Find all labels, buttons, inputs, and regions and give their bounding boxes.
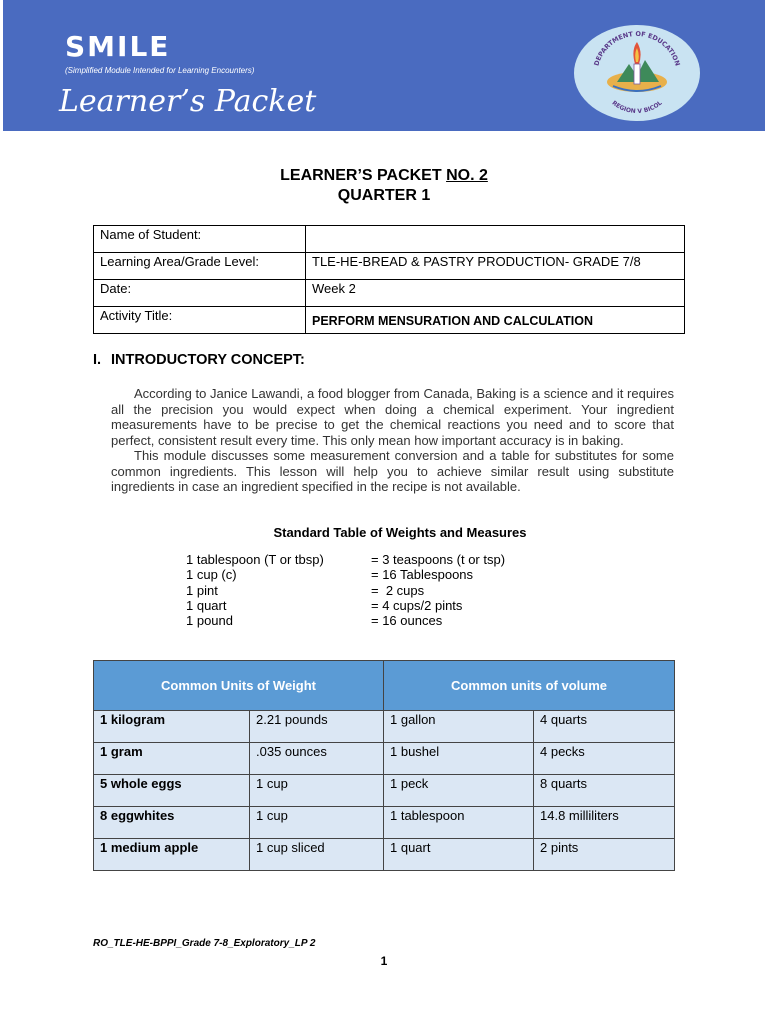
measure-equivalent: = 3 teaspoons (t or tsp) — [371, 552, 506, 567]
section-heading — [93, 352, 305, 368]
table-cell: 1 cup — [250, 807, 384, 839]
weight-column-header: Common Units of Weight — [94, 661, 384, 711]
list-item — [186, 583, 505, 598]
table-cell: 14.8 milliliters — [534, 807, 675, 839]
table-cell: 1 quart — [384, 839, 534, 871]
list-item — [186, 598, 505, 613]
table-row — [94, 743, 675, 775]
table-cell: 8 eggwhites — [94, 807, 250, 839]
paragraph: According to Janice Lawandi, a food blogger from Canada, Baking is a science and it requires all the precision you would expect when doing a chemical experiment. Your ingredient measurements have to be precise to get the chemical reactions you need and to score that perfect, consistent result every time. This only mean how important accuracy is in baking. — [111, 386, 674, 448]
measure-equivalent: = 16 ounces — [371, 613, 443, 629]
packet-title: Learner’s Packet — [59, 84, 317, 119]
table-cell: 1 gram — [94, 743, 250, 775]
table-cell: 8 quarts — [534, 775, 675, 807]
list-item — [186, 552, 505, 567]
info-row-date — [94, 280, 685, 307]
table-cell: 1 kilogram — [94, 711, 250, 743]
info-value: Week 2 — [306, 280, 685, 307]
table-header-row — [94, 661, 675, 711]
info-row-activity-title — [94, 307, 685, 334]
table-row — [94, 711, 675, 743]
intro-paragraphs — [111, 386, 674, 495]
table-cell: 1 peck — [384, 775, 534, 807]
measure-equivalent: = 16 Tablespoons — [371, 567, 474, 583]
header-banner — [3, 0, 765, 131]
table-cell: 1 bushel — [384, 743, 534, 775]
info-label: Activity Title: — [94, 307, 306, 334]
standard-measures-list — [186, 552, 505, 628]
brand-name: SMILE — [65, 30, 171, 63]
info-label: Learning Area/Grade Level: — [94, 253, 306, 280]
table-row — [94, 775, 675, 807]
seal-bottom-text: REGION V BICOL — [610, 99, 664, 116]
paragraph: This module discusses some measurement conversion and a table for substitutes for some common ingredients. This lesson will help you to achieve similar result using substitute ingredients in case an ingredient specified in the recipe is not available. — [111, 448, 674, 494]
common-units-table — [93, 660, 675, 871]
measure-equivalent: = 2 cups — [371, 582, 425, 598]
table-cell: 5 whole eggs — [94, 775, 250, 807]
table-cell: 4 quarts — [534, 711, 675, 743]
student-info-table — [93, 225, 685, 334]
info-label: Date: — [94, 280, 306, 307]
list-item — [186, 613, 505, 628]
seal-top-text: DEPARTMENT OF EDUCATION — [592, 29, 682, 67]
table-cell: 2 pints — [534, 839, 675, 871]
info-value: TLE-HE-BREAD & PASTRY PRODUCTION- GRADE 7/8 — [306, 253, 685, 280]
measure-unit: 1 cup (c) — [186, 567, 237, 583]
section-title: INTRODUCTORY CONCEPT: — [111, 352, 305, 368]
page-number: 1 — [380, 954, 388, 968]
table-cell: 1 medium apple — [94, 839, 250, 871]
footer-code: RO_TLE-HE-BPPI_Grade 7-8_Exploratory_LP 2 — [93, 938, 316, 949]
brand-subtitle: (Simplified Module Intended for Learning Encounters) — [65, 66, 255, 75]
document-title — [0, 167, 768, 185]
packet-number: NO. 2 — [446, 167, 488, 184]
measure-unit: 1 tablespoon (T or tbsp) — [186, 552, 324, 567]
measure-unit: 1 pound — [186, 613, 233, 629]
info-row-learning-area — [94, 253, 685, 280]
info-label: Name of Student: — [94, 226, 306, 253]
list-item — [186, 567, 505, 582]
quarter-title: QUARTER 1 — [337, 187, 431, 204]
measure-unit: 1 quart — [186, 597, 227, 613]
table-row — [94, 807, 675, 839]
table-row — [94, 839, 675, 871]
volume-column-header: Common units of volume — [384, 661, 675, 711]
info-value: PERFORM MENSURATION AND CALCULATION — [306, 307, 685, 334]
table-cell: 1 tablespoon — [384, 807, 534, 839]
measure-unit: 1 pint — [186, 582, 218, 598]
document-title-prefix: LEARNER’S PACKET — [280, 167, 447, 184]
table-cell: 1 gallon — [384, 711, 534, 743]
section-number: I. — [93, 352, 102, 368]
table-cell: .035 ounces — [250, 743, 384, 775]
measure-equivalent: = 4 cups/2 pints — [371, 597, 463, 613]
deped-seal-logo — [573, 24, 701, 122]
info-row-name — [94, 226, 685, 253]
table-cell: 1 cup sliced — [250, 839, 384, 871]
table-cell: 1 cup — [250, 775, 384, 807]
table-cell: 2.21 pounds — [250, 711, 384, 743]
standard-table-title: Standard Table of Weights and Measures — [273, 525, 527, 540]
name-of-student-field[interactable] — [306, 226, 685, 253]
table-cell: 4 pecks — [534, 743, 675, 775]
